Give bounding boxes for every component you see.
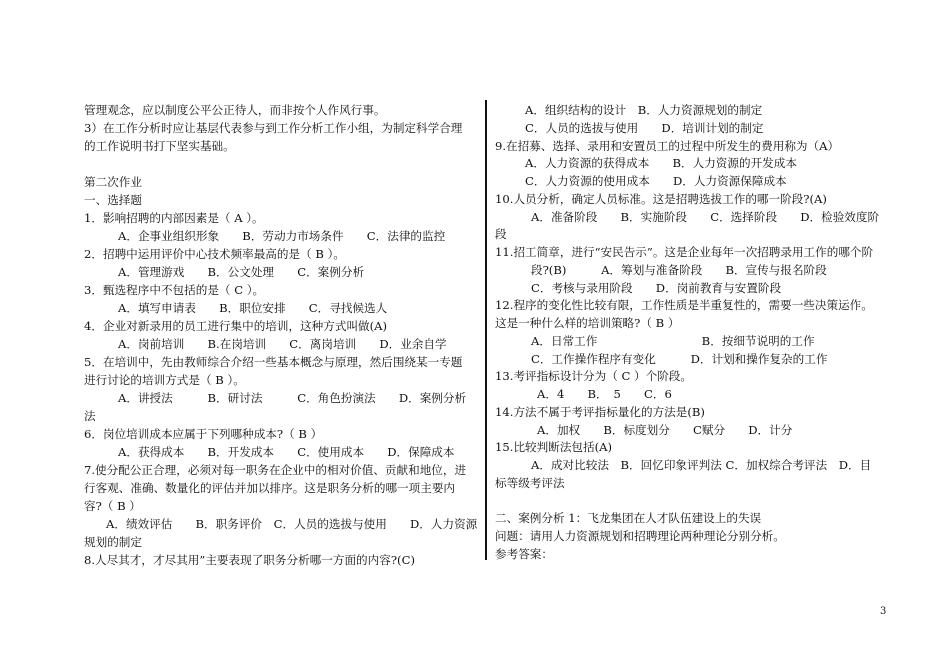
text-line: A．岗前培训 B.在岗培训 C．离岗培训 D．业余自学 bbox=[118, 337, 447, 351]
text-line: A．讲授法 B．研讨法 C．角色扮演法 D．案例分析 bbox=[118, 391, 467, 405]
text-line: 10.人员分析，确定人员标准。这是招聘选拔工作的哪一阶段?(A) bbox=[495, 191, 827, 206]
text-line: A．加权 B．标度划分 C赋分 D．计分 bbox=[537, 422, 793, 437]
text-line: A．日常工作 B．按细节说明的工作 bbox=[531, 333, 815, 348]
text-line: 7.使分配公正合理，必须对每一职务在企业中的相对价值、贡献和地位，进 bbox=[84, 463, 467, 477]
text-line: C．人力资源的使用成本 D．人力资源保障成本 bbox=[525, 174, 787, 188]
text-line: 参考答案： bbox=[495, 546, 553, 561]
column-divider bbox=[485, 100, 487, 560]
text-line: 二、案例分析 1：飞龙集团在人才队伍建设上的失误 bbox=[495, 511, 762, 526]
text-line: C．考核与录用阶段 D．岗前教育与安置阶段 bbox=[531, 280, 782, 295]
text-line: 的工作说明书打下坚实基础。 bbox=[84, 139, 235, 153]
text-line: 这是一种什么样的培训策略?（ B ） bbox=[495, 316, 680, 330]
text-line: A．成对比较法 B．回忆印象评判法 C．加权综合考评法 D．目 bbox=[531, 458, 872, 472]
text-line: 标等级考评法 bbox=[495, 475, 565, 490]
text-line: 一、选择题 bbox=[84, 193, 142, 207]
text-line: 8.人尽其才，才尽其用”主要表现了职务分析哪一方面的内容?(C) bbox=[84, 553, 415, 567]
text-line: 进行讨论的培训方式是（ B ）。 bbox=[84, 373, 245, 387]
text-line: 12.程序的变化性比较有限，工作性质是半重复性的，需要一些决策运作。 bbox=[495, 298, 873, 313]
text-line: 问题：请用人力资源规划和招聘理论两种理论分别分析。 bbox=[495, 529, 785, 543]
text-line: A．企事业组织形象 B．劳动力市场条件 C．法律的监控 bbox=[118, 229, 446, 243]
text-line: 1．影响招聘的内部因素是（ A ）。 bbox=[84, 211, 264, 225]
text-line: A．4 B． 5 C．6 bbox=[537, 387, 672, 401]
text-line: A．管理游戏 B．公文处理 C．案例分析 bbox=[118, 265, 365, 279]
text-line: 段?(B) A．筹划与准备阶段 B．宣传与报名阶段 bbox=[531, 262, 827, 277]
page-number: 3 bbox=[880, 606, 887, 617]
text-line: A．填写申请表 B．职位安排 C．寻找候选人 bbox=[118, 301, 388, 315]
text-line: 第二次作业 bbox=[84, 175, 142, 189]
text-line: 4．企业对新录用的员工进行集中的培训，这种方式叫做(A) bbox=[84, 319, 388, 333]
text-line: 9.在招募、选择、录用和安置员工的过程中所发生的费用称为（A） bbox=[495, 138, 840, 153]
text-line: 2．招聘中运用评价中心技术频率最高的是（ B ）。 bbox=[84, 247, 345, 261]
text-line: C．工作操作程序有变化 D．计划和操作复杂的工作 bbox=[531, 351, 828, 366]
text-line: 6．岗位培训成本应属于下列哪种成本?（ B ） bbox=[84, 427, 323, 441]
text-line: 11.招工简章，进行“安民告示”。这是企业每年一次招聘录用工作的哪个阶 bbox=[495, 245, 874, 259]
text-line: 规划的制定 bbox=[84, 535, 142, 549]
text-line: 3）在工作分析时应让基层代表参与到工作分析工作小组，为制定科学合理 bbox=[84, 121, 463, 135]
text-line: 法 bbox=[84, 409, 96, 423]
text-line: A．准备阶段 B．实施阶段 C．选择阶段 D．检验效度阶 bbox=[531, 209, 880, 224]
text-line: A．组织结构的设计 B．人力资源规划的制定 bbox=[525, 103, 763, 117]
text-line: 管理观念，应以制度公平公正待人，而非按个人作风行事。 bbox=[84, 103, 386, 117]
text-line: 14.方法不属于考评指标量化的方法是(B) bbox=[495, 404, 705, 419]
text-line: 段 bbox=[495, 227, 507, 242]
text-line: 13.考评指标设计分为（ C ）个阶段。 bbox=[495, 369, 692, 384]
text-line: A．获得成本 B．开发成本 C．使用成本 D．保障成本 bbox=[118, 445, 455, 459]
text-line: A．绩效评估 B．职务评价 C．人员的选拔与使用 D．人力资源 bbox=[106, 517, 478, 531]
text-line: 容?（ B ） bbox=[84, 499, 141, 513]
text-line: 15.比较判断法包括(A) bbox=[495, 440, 613, 455]
text-line: 行客观、准确、数量化的评估并加以排序。这是职务分析的哪一项主要内 bbox=[84, 481, 456, 495]
text-line: C．人员的选拔与使用 D．培训计划的制定 bbox=[525, 120, 764, 135]
text-line: 3．甄选程序中不包括的是（ C ）。 bbox=[84, 283, 265, 297]
text-line: A．人力资源的获得成本 B．人力资源的开发成本 bbox=[525, 156, 797, 171]
text-line: 5．在培训中，先由教师综合介绍一些基本概念与原理，然后围绕某一专题 bbox=[84, 355, 463, 369]
